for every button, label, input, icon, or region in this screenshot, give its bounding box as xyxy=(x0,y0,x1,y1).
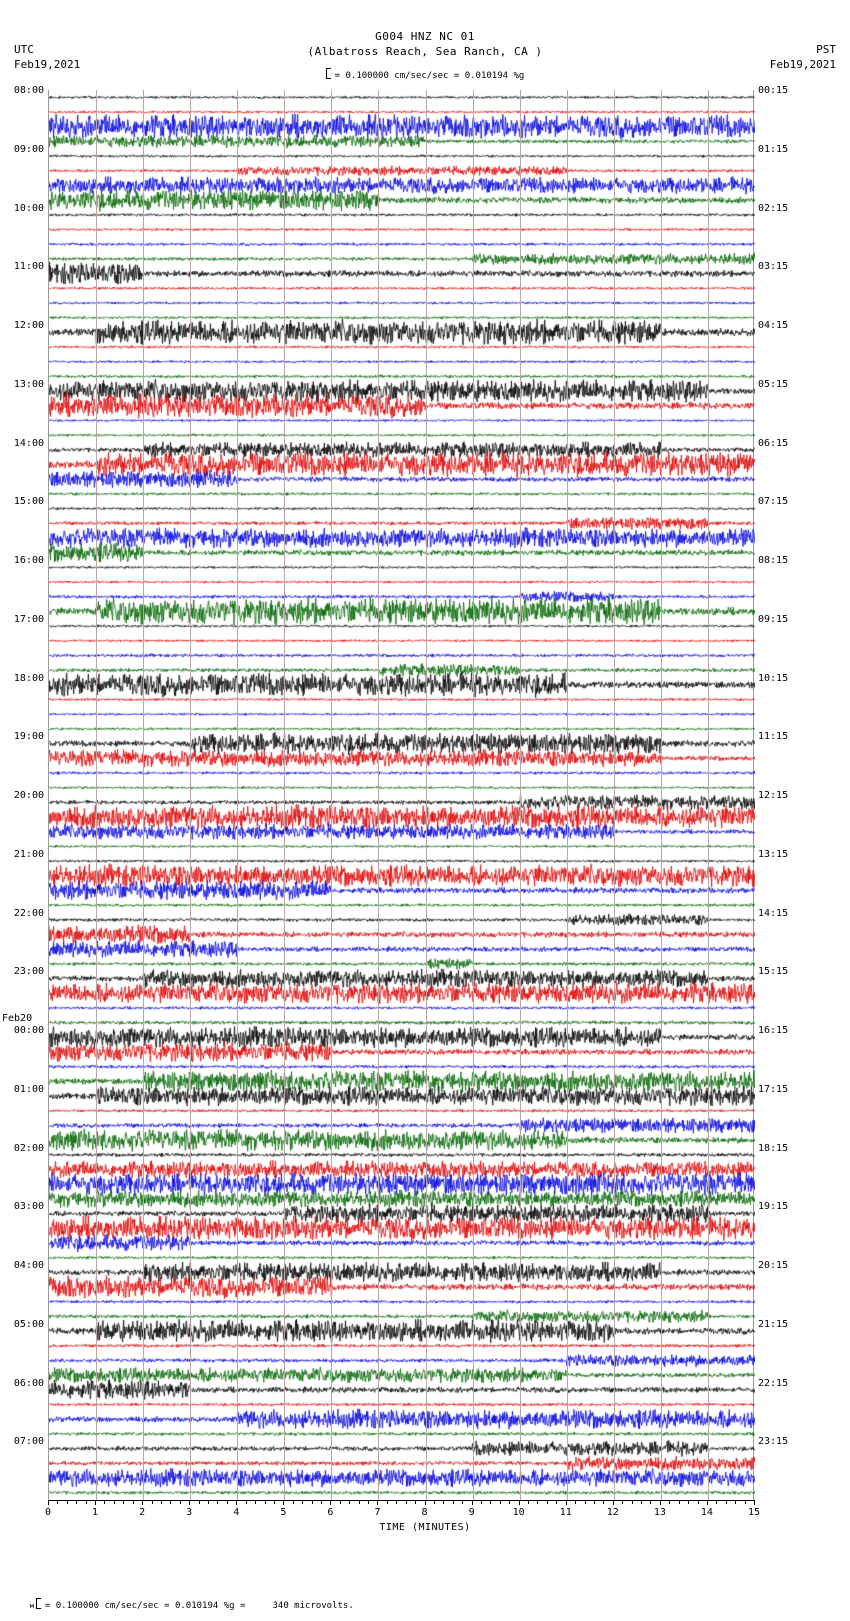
x-tick-minor xyxy=(585,1500,586,1504)
x-tick-minor xyxy=(152,1500,153,1504)
x-tick-label: 6 xyxy=(327,1507,334,1518)
x-tick-minor xyxy=(114,1500,115,1504)
hour-label-pst: 03:15 xyxy=(758,261,789,273)
grid-line xyxy=(378,90,379,1500)
x-tick-label: 1 xyxy=(92,1507,99,1518)
hour-label-utc: 06:00 xyxy=(13,1377,44,1389)
x-tick-minor xyxy=(669,1500,670,1504)
hour-label-pst: 08:15 xyxy=(758,555,789,566)
x-tick-minor xyxy=(359,1500,360,1504)
hour-label-pst: 05:15 xyxy=(758,378,789,390)
x-tick-minor xyxy=(67,1500,68,1504)
hour-label-utc: 00:00 xyxy=(13,1025,44,1036)
x-tick-minor xyxy=(622,1500,623,1504)
grid-line xyxy=(661,90,662,1500)
grid-line xyxy=(426,90,427,1500)
footer-scale-bar-icon xyxy=(36,1598,41,1609)
hour-label-utc: 14:00 xyxy=(13,437,44,449)
x-tick-minor xyxy=(537,1500,538,1504)
x-tick-minor xyxy=(490,1500,491,1504)
x-tick-major xyxy=(189,1500,190,1505)
hour-label-utc: 08:00 xyxy=(13,85,44,96)
hour-label-utc: 23:00 xyxy=(13,966,44,978)
x-tick-label: 3 xyxy=(186,1507,193,1518)
hour-label-pst: 14:15 xyxy=(758,907,789,919)
x-tick-major xyxy=(330,1500,331,1505)
hour-label-pst: 18:15 xyxy=(758,1142,789,1154)
hour-label-pst: 17:15 xyxy=(758,1083,789,1095)
hour-label-utc: 01:00 xyxy=(13,1083,44,1095)
grid-line xyxy=(708,90,709,1500)
x-tick-label: 13 xyxy=(653,1507,666,1518)
x-tick-minor xyxy=(415,1500,416,1504)
hour-label-pst: 21:15 xyxy=(758,1318,789,1330)
footer-note xyxy=(8,1588,354,1621)
x-tick-major xyxy=(519,1500,520,1505)
footer-prefix: м xyxy=(29,1602,34,1610)
hour-label-pst: 04:15 xyxy=(758,320,789,331)
x-tick-minor xyxy=(312,1500,313,1504)
hour-label-utc: 20:00 xyxy=(13,790,44,801)
x-tick-minor xyxy=(368,1500,369,1504)
x-tick-minor xyxy=(227,1500,228,1504)
hour-label-utc: 22:00 xyxy=(13,907,44,919)
x-tick-label: 15 xyxy=(747,1507,761,1518)
x-tick-minor xyxy=(688,1500,689,1504)
x-tick-minor xyxy=(246,1500,247,1504)
x-tick-minor xyxy=(528,1500,529,1504)
hour-label-utc: 13:00 xyxy=(13,378,44,390)
x-tick-label: 0 xyxy=(44,1507,52,1518)
scale-bar-icon xyxy=(326,68,331,79)
x-tick-major xyxy=(236,1500,237,1505)
grid-line xyxy=(237,90,238,1500)
hour-label-pst: 10:15 xyxy=(758,672,789,684)
hour-label-pst: 23:15 xyxy=(758,1436,789,1448)
hour-label-utc: 21:00 xyxy=(13,848,44,860)
x-tick-minor xyxy=(641,1500,642,1504)
hour-label-pst: 07:15 xyxy=(758,496,789,508)
scale-note xyxy=(0,68,850,81)
x-tick-minor xyxy=(547,1500,548,1504)
x-tick-minor xyxy=(104,1500,105,1504)
x-tick-label: 7 xyxy=(374,1507,381,1518)
x-tick-label: 8 xyxy=(421,1507,428,1518)
grid-line xyxy=(190,90,191,1500)
x-tick-major xyxy=(377,1500,378,1505)
x-tick-minor xyxy=(274,1500,275,1504)
footer-text: = 0.100000 cm/sec/sec = 0.010194 %g = 340 microvolts. xyxy=(44,1601,354,1611)
x-tick-minor xyxy=(387,1500,388,1504)
scale-note-text: = 0.100000 cm/sec/sec = 0.010194 %g xyxy=(334,71,525,81)
x-tick-label: 12 xyxy=(606,1507,619,1518)
x-tick-minor xyxy=(453,1500,454,1504)
x-tick-minor xyxy=(434,1500,435,1504)
x-tick-minor xyxy=(293,1500,294,1504)
seismic-traces xyxy=(49,90,755,1500)
x-tick-minor xyxy=(481,1500,482,1504)
pst-label: PST xyxy=(816,43,836,56)
hour-label-utc: 16:00 xyxy=(13,555,44,566)
x-tick-major xyxy=(707,1500,708,1505)
x-tick-minor xyxy=(180,1500,181,1504)
hour-label-pst: 13:15 xyxy=(758,848,789,860)
x-tick-minor xyxy=(735,1500,736,1504)
utc-date: Feb19,2021 xyxy=(14,58,81,71)
x-tick-minor xyxy=(500,1500,501,1504)
hour-label-utc: 09:00 xyxy=(13,143,44,155)
grid-line xyxy=(331,90,332,1500)
x-tick-label: 10 xyxy=(512,1507,525,1518)
hour-label-utc: 07:00 xyxy=(13,1436,44,1448)
hour-label-utc: 03:00 xyxy=(13,1201,44,1213)
x-tick-major xyxy=(472,1500,473,1505)
hour-label-pst: 00:15 xyxy=(758,85,789,96)
x-tick-minor xyxy=(265,1500,266,1504)
x-tick-label: 4 xyxy=(233,1507,240,1518)
pst-date: Feb19,2021 xyxy=(769,58,836,71)
x-tick-minor xyxy=(556,1500,557,1504)
x-tick-minor xyxy=(170,1500,171,1504)
grid-line xyxy=(284,90,285,1500)
hour-label-utc: 12:00 xyxy=(13,320,44,331)
hour-label-pst: 15:15 xyxy=(758,966,789,978)
x-tick-minor xyxy=(603,1500,604,1504)
station-title: G004 HNZ NC 01 xyxy=(375,30,475,43)
x-tick-minor xyxy=(340,1500,341,1504)
x-tick-minor xyxy=(302,1500,303,1504)
x-tick-minor xyxy=(726,1500,727,1504)
hour-label-pst: 11:15 xyxy=(758,731,789,743)
x-tick-minor xyxy=(632,1500,633,1504)
x-tick-label: 5 xyxy=(280,1507,287,1518)
x-tick-minor xyxy=(76,1500,77,1504)
x-tick-minor xyxy=(575,1500,576,1504)
x-tick-minor xyxy=(698,1500,699,1504)
hour-label-utc: 05:00 xyxy=(13,1318,44,1330)
hour-label-pst: 12:15 xyxy=(758,790,789,801)
x-tick-minor xyxy=(217,1500,218,1504)
x-tick-label: 9 xyxy=(468,1507,475,1518)
x-tick-minor xyxy=(745,1500,746,1504)
x-axis-line xyxy=(48,1500,754,1501)
x-tick-minor xyxy=(462,1500,463,1504)
hour-label-pst: 09:15 xyxy=(758,613,789,625)
grid-line xyxy=(143,90,144,1500)
x-tick-minor xyxy=(509,1500,510,1504)
x-tick-major xyxy=(142,1500,143,1505)
hour-label-utc: 02:00 xyxy=(13,1142,44,1154)
hour-label-pst: 06:15 xyxy=(758,437,789,449)
x-tick-minor xyxy=(716,1500,717,1504)
hour-label-pst: 22:15 xyxy=(758,1377,789,1389)
x-tick-major xyxy=(566,1500,567,1505)
x-tick-minor xyxy=(321,1500,322,1504)
hour-label-pst: 19:15 xyxy=(758,1201,789,1213)
hour-label-utc: 18:00 xyxy=(13,672,44,684)
x-tick-label: 2 xyxy=(139,1507,146,1518)
day-marker: Feb20 xyxy=(2,1013,33,1024)
x-tick-minor xyxy=(255,1500,256,1504)
hour-label-pst: 20:15 xyxy=(758,1260,789,1271)
grid-line xyxy=(473,90,474,1500)
hour-label-utc: 11:00 xyxy=(13,261,44,273)
x-tick-major xyxy=(425,1500,426,1505)
x-tick-minor xyxy=(57,1500,58,1504)
x-tick-major xyxy=(95,1500,96,1505)
x-tick-minor xyxy=(406,1500,407,1504)
hour-label-utc: 10:00 xyxy=(13,202,44,214)
x-tick-minor xyxy=(396,1500,397,1504)
x-tick-minor xyxy=(161,1500,162,1504)
x-tick-minor xyxy=(123,1500,124,1504)
x-tick-label: 11 xyxy=(559,1507,572,1518)
hour-label-utc: 17:00 xyxy=(13,613,44,625)
x-tick-minor xyxy=(650,1500,651,1504)
x-tick-minor xyxy=(208,1500,209,1504)
hour-label-pst: 02:15 xyxy=(758,202,789,214)
x-tick-major xyxy=(754,1500,755,1505)
grid-line xyxy=(567,90,568,1500)
grid-line xyxy=(614,90,615,1500)
hour-label-utc: 15:00 xyxy=(13,496,44,508)
x-tick-minor xyxy=(199,1500,200,1504)
x-tick-major xyxy=(613,1500,614,1505)
x-tick-major xyxy=(283,1500,284,1505)
x-tick-minor xyxy=(86,1500,87,1504)
x-tick-major xyxy=(48,1500,49,1505)
hour-label-utc: 04:00 xyxy=(13,1260,44,1271)
grid-line xyxy=(96,90,97,1500)
hour-label-pst: 16:15 xyxy=(758,1025,789,1036)
x-tick-major xyxy=(660,1500,661,1505)
grid-line xyxy=(520,90,521,1500)
x-tick-minor xyxy=(679,1500,680,1504)
hour-label-pst: 01:15 xyxy=(758,143,789,155)
x-tick-minor xyxy=(443,1500,444,1504)
x-tick-minor xyxy=(594,1500,595,1504)
x-tick-label: 14 xyxy=(700,1507,713,1518)
x-tick-minor xyxy=(133,1500,134,1504)
x-tick-minor xyxy=(349,1500,350,1504)
hour-label-utc: 19:00 xyxy=(13,731,44,743)
utc-label: UTC xyxy=(14,43,34,56)
x-axis-title: TIME (MINUTES) xyxy=(379,1522,471,1533)
helicorder-plot xyxy=(48,90,754,1500)
station-location: (Albatross Reach, Sea Ranch, CA ) xyxy=(307,45,543,58)
